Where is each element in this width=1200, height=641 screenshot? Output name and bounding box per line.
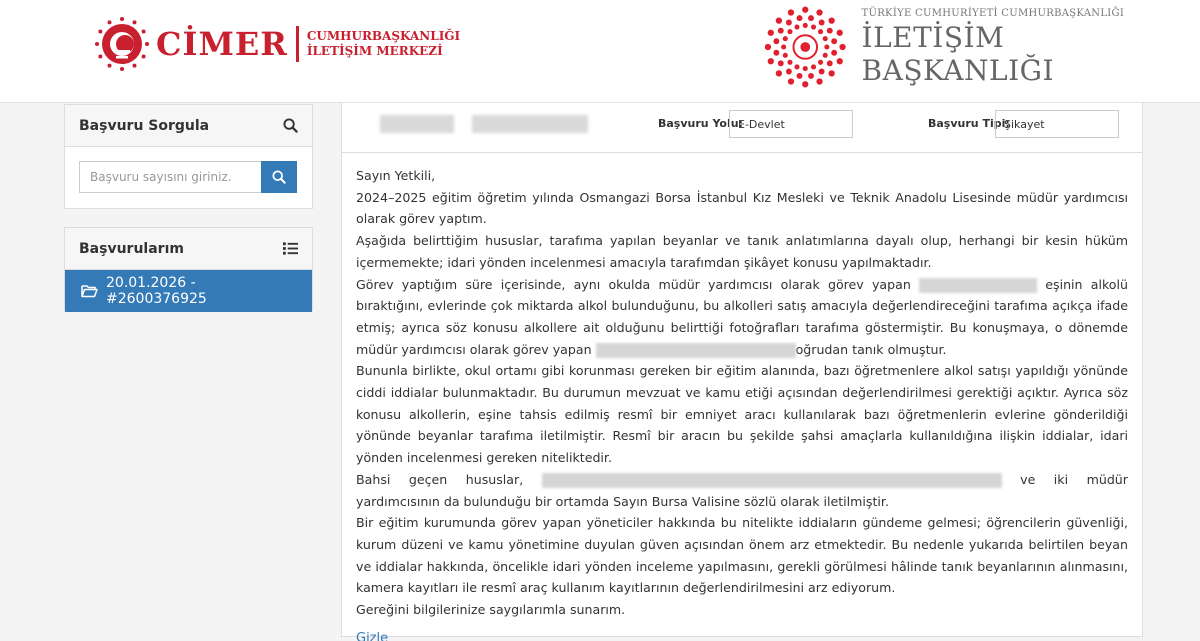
list-icon xyxy=(283,242,298,255)
seal-dot xyxy=(818,60,823,65)
applications-panel-title: Başvurularım xyxy=(79,240,184,257)
seal-dot xyxy=(819,20,825,26)
seal-dot xyxy=(824,44,829,49)
seal-dot xyxy=(811,64,816,69)
folder-open-icon xyxy=(81,284,98,298)
cimer-logo[interactable] xyxy=(94,16,460,72)
seal-dot xyxy=(816,78,822,84)
seal-dot xyxy=(776,17,782,23)
seal-dot xyxy=(808,15,814,21)
seal-dot xyxy=(837,30,843,36)
seal-dot xyxy=(765,44,771,50)
seal-dot xyxy=(802,81,808,87)
redacted-text xyxy=(596,343,796,358)
paragraph: Bununla birlikte, okul ortamı gibi korunması gereken bir eğitim alanında, bazı öğretmenlere alkol satışı yapıldığı yönünde ciddi iddialar bulunmaktadır. Bu durumun mevzuat ve kamu etiği açısından değerlendirilmesi gerektiği açıktır. Ayrıca söz konusu alkollerin, eşine tahsis edilmiş resmî bir emniyet aracı kullanılarak bazı öğretmenlerin evlerine gönderildiği yönünde beyanlar tarafıma iletilmiştir. Resmî bir aracın bu şekilde şahsi amaçlarla kullanıldığına ilişkin iddialar, idari yönden incelenmesi gereken niteliktedir. xyxy=(356,363,1128,466)
ib-small-title: TÜRKİYE CUMHURİYETİ CUMHURBAŞKANLIĞI xyxy=(861,7,1125,19)
application-detail xyxy=(341,103,1143,641)
seal-dot xyxy=(823,53,828,58)
seal-dot xyxy=(831,38,837,44)
hide-link[interactable]: Gizle xyxy=(356,630,389,641)
cimer-emblem-icon xyxy=(94,16,150,72)
redacted-name xyxy=(380,115,454,133)
paragraph: Görev yaptığım süre içerisinde, aynı okulda müdür yardımcısı olarak görev yapan eşinin alkolü bıraktığını, evlerinde çok miktarda alkol bulunduğunu, bu alkolleri satış amacıyla değerlendireceğini tarafıma açıkça ifade etmiş; ayrıca söz konusu alkollere ait olduğunu belirttiği fotoğrafları tarafıma göstermiştir. Bu konuşmaya, o dönemde müdür yardımcısı olarak görev yapan oğrudan tanık olmuştur. xyxy=(356,276,1128,357)
seal-dot xyxy=(787,29,792,34)
application-number-input[interactable] xyxy=(79,161,261,193)
site-header xyxy=(0,0,1200,103)
seal-dot xyxy=(768,58,774,64)
seal-dot xyxy=(818,29,823,34)
basvuru-tipi-label: Başvuru Tipi: xyxy=(928,117,1010,130)
redacted-name xyxy=(472,115,588,133)
ib-big-title: İLETİŞİM BAŞKANLIĞI xyxy=(861,20,1055,87)
application-text xyxy=(342,153,1142,641)
seal-dot xyxy=(787,60,792,65)
search-icon xyxy=(272,170,286,184)
application-detail-header xyxy=(342,103,1142,153)
paragraph: 2024–2025 eğitim öğretim yılında Osmangazi Borsa İstanbul Kız Mesleki ve Teknik Anadolu Lisesinde müdür yardımcısı olarak görev yaptım. xyxy=(356,189,1128,227)
seal-dot xyxy=(794,64,799,69)
seal-dot xyxy=(768,30,774,36)
seal-dot xyxy=(778,60,784,66)
seal-dot xyxy=(808,73,814,79)
seal-dot xyxy=(783,53,788,58)
seal-dot xyxy=(797,73,803,79)
paragraph: Sayın Yetkili, xyxy=(356,168,436,183)
seal-dot xyxy=(803,66,808,71)
query-panel xyxy=(64,104,313,209)
application-list-item[interactable] xyxy=(65,270,312,312)
seal-dot xyxy=(797,15,803,21)
seal-dot xyxy=(781,44,786,49)
presidency-seal-icon xyxy=(765,6,846,88)
seal-dot xyxy=(823,36,828,41)
seal-dot xyxy=(783,36,788,41)
query-panel-title: Başvuru Sorgula xyxy=(79,117,210,134)
seal-dot xyxy=(819,69,825,75)
logo-divider xyxy=(296,26,299,62)
seal-dot xyxy=(828,17,834,23)
paragraph: Bahsi geçen hususlar, ve iki müdür yardımcısının da bulunduğu bir ortamda Sayın Bursa Valisine sözlü olarak iletilmiştir. xyxy=(356,471,1128,509)
seal-dot xyxy=(773,38,779,44)
cimer-subtitle: CUMHURBAŞKANLIĞI İLETİŞİM MERKEZİ xyxy=(306,29,461,58)
seal-dot xyxy=(776,70,782,76)
redacted-text xyxy=(542,473,1002,488)
seal-dot xyxy=(803,23,808,28)
basvuru-yolu-label: Başvuru Yolu: xyxy=(658,117,743,130)
seal-dot xyxy=(827,60,833,66)
paragraph: Gereğini bilgilerinize saygılarımla sunarım. xyxy=(356,602,626,618)
seal-dot xyxy=(837,58,843,64)
seal-dot xyxy=(827,28,833,34)
seal-dot xyxy=(831,50,837,56)
iletisim-baskanligi-logo[interactable] xyxy=(765,6,1200,88)
seal-dot xyxy=(816,9,822,15)
search-icon xyxy=(283,118,298,133)
seal-dot xyxy=(811,24,816,29)
paragraph: Bir eğitim kurumunda görev yapan yöneticiler hakkında bu nitelikte iddiaların gündeme gelmesi; öğrencilerin güvenliği, kurum düzeni ve kamu yönetimine duyulan güven açısından önem arz etmektedir. Bu nedenle yukarıda belirtilen beyan ve iddialar hakkında, öncelikle idari yönden inceleme yapılmasını, gerekli görülmesi hâlinde tanık beyanlarının alınmasını, kamera kayıtları ile resmî araç kullanım kayıtlarının değerlendirilmesini arz ediyorum. xyxy=(356,515,1128,596)
seal-dot xyxy=(794,24,799,29)
redacted-text xyxy=(919,278,1037,293)
seal-dot xyxy=(788,9,794,15)
basvuru-yolu-field: E-Devlet xyxy=(729,110,853,138)
seal-dot xyxy=(786,69,792,75)
applications-panel xyxy=(64,227,313,311)
basvuru-tipi-field: Şikayet xyxy=(995,110,1119,138)
cimer-wordmark: CİMER xyxy=(156,25,288,63)
seal-dot xyxy=(773,50,779,56)
seal-dot xyxy=(786,20,792,26)
paragraph: Aşağıda belirttiğim hususlar, tarafıma yapılan beyanlar ve tanık anlatımlarına dayalı olup, herhangi bir kesin hüküm içermemekte; idari yönden incelenmesi amacıyla tarafımdan şikâyet konusu yapılmaktadır. xyxy=(356,233,1128,270)
seal-dot xyxy=(788,78,794,84)
application-item-label: 20.01.2026 - #2600376925 xyxy=(106,275,207,307)
seal-dot xyxy=(778,28,784,34)
seal-dot xyxy=(802,7,808,13)
seal-dot xyxy=(839,44,845,50)
seal-dot xyxy=(828,70,834,76)
search-button[interactable] xyxy=(261,161,297,193)
